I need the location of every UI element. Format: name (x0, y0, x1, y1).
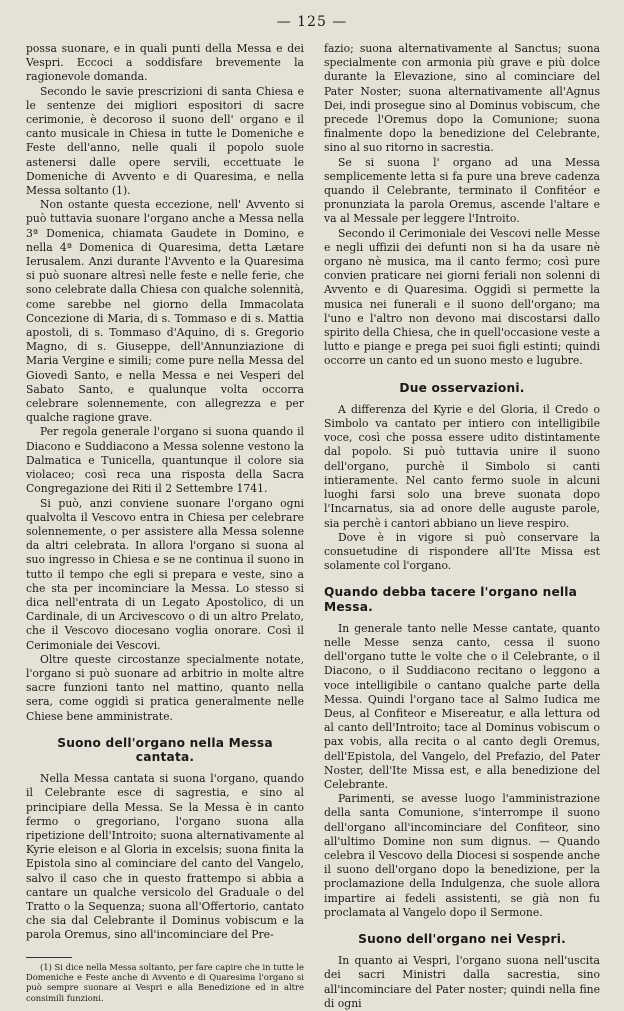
paragraph: Secondo le savie prescrizioni di santa Chiesa e le sentenze dei migliori espositori di sacre cerimonie, è decoroso il suono dell' organo e il canto musicale in Chiesa in tutte le Domeniche e Feste dell'anno, nelle quali il popolo suole astenersi dalle opere servili, eccettuate le Domeniche di Avvento e di Quaresima, e nella Messa soltanto (1). (26, 84, 304, 198)
section-heading: Due osservazioni. (399, 380, 525, 395)
paragraph: Se si suona l' organo ad una Messa semplicemente letta si fa pure una breve cadenza quando il Celebrante, terminato il Confitéor e pronunziata la parola Oremus, ascende l'altare e va al Messale per leggere l'Introito. (324, 155, 600, 226)
section-heading: Suono dell'organo nella Messa cantata. (57, 735, 273, 764)
paragraph: Parimenti, se avesse luogo l'amministrazione della santa Comunione, s'interrompe il suono dell'organo all'incominciare del Confiteor, sino all'ultimo Domine non sum dignus. — Quando celebra il Vescovo della Diocesi si sospende anche il suono dell'organo dopo la benedizione, per la proclamazione della Indulgenza, che suole allora impartire ai fedeli assistenti, se già non fu proclamata al Vangelo dopo il Sermone. (324, 792, 600, 919)
left-column (26, 42, 304, 1003)
footnote-divider (26, 957, 72, 958)
right-column (324, 42, 600, 1010)
paragraph: possa suonare, e in quali punti della Messa e dei Vespri. Eccoci a soddisfare brevemente la ragionevole domanda. (26, 42, 304, 84)
paragraph: In quanto ai Vespri, l'organo suona nell'uscita dei sacri Ministri dalla sacrestia, sino all'incominciare del Pater noster; quindi nella fine di ogni (324, 954, 600, 1010)
paragraph: Si può, anzi conviene suonare l'organo ogni qualvolta il Vescovo entra in Chiesa per celebrare solennemente, o per assistere alla Messa solenne da altri celebrata. In allora l'organo si suona al suo ingresso in Chiesa e se ne continua il suono in tutto il tempo che egli si prepara e veste, sino a che sta per incominciare la Messa. Lo stesso si dica nell'entrata di un Legato Apostolico, di un Cardinale, di un Arcivescovo o di un altro Prelato, che il Vescovo diocesano voglia onorare. Così il Cerimoniale dei Vescovi. (26, 496, 304, 652)
paragraph: Nella Messa cantata si suona l'organo, quando il Celebrante esce di sagrestia, e sino al principiare della Messa. Se la Messa è in canto fermo o gregoriano, l'organo suona alla ripetizione dell'Introito; suona alternativamente al Kyrie eleison e al Gloria in excelsis; suona finita la Epistola sino al cominciare del canto del Vangelo, salvo il caso che in questo frattempo si abbia a cantare un qualche versicolo del Graduale o del Tratto o la Sequenza; suona all'Offertorio, cantato che sia dal Celebrante il Dominus vobiscum e la parola Oremus, sino all'incominciare del Pre- (26, 772, 304, 942)
footnote: (1) Si dice nella Messa soltanto, per fare capire che in tutte le Domeniche e Feste anche di Avvento e di Quaresima l'organo si può sempre suonare ai Vespri e alla Benedizione ed in altre consimili funzioni. (26, 961, 304, 1003)
section-heading: Quando debba tacere l'organo nella Messa. (324, 585, 578, 614)
paragraph: Oltre queste circostanze specialmente notate, l'organo si può suonare ad arbitrio in molte altre sacre funzioni tanto nel mattino, quanto nella sera, come oggidì si pratica generalmente nelle Chiese bene amministrate. (26, 652, 304, 723)
paragraph: Non ostante questa eccezione, nell' Avvento si può tuttavia suonare l'organo anche a Messa nella 3ª Domenica, chiamata Gaudete in Domino, e nella 4ª Domenica di Quaresima, detta Lætare Ierusalem. Anzi durante l'Avvento e la Quaresima si può suonare altresì nelle feste e nelle ferie, che sono celebrate dalla Chiesa con qualche solennità, come sarebbe nel giorno della Immacolata Concezione di Maria, di s. Tommaso e di s. Mattia apostoli, di s. Tommaso d'Aquino, di s. Gregorio Magno, di s. Giuseppe, dell'Annunziazione di Maria Vergine e simili; come pure nella Messa del Giovedì Santo, e nella Messa e nei Vesperi del Sabato Santo, e qualunque volta occorra celebrare solennemente, con allegrezza e per qualche ragione grave. (26, 198, 304, 425)
section-heading: Suono dell'organo nei Vespri. (358, 931, 566, 946)
paragraph: A differenza del Kyrie e del Gloria, il Credo o Simbolo va cantato per intiero con intelligibile voce, così che possa essere udito distintamente dal popolo. Si può tuttavia unire il suono dell'organo, purchè il Simbolo si canti intieramente. Nel canto fermo suole in alcuni luoghi farsi solo una breve suonata dopo l'Incarnatus, sia ad onore delle auguste parole, sia perchè i cantori abbiano un lieve respiro. (324, 402, 600, 530)
paragraph: In generale tanto nelle Messe cantate, quanto nelle Messe senza canto, cessa il suono dell'organo tutte le volte che o il Celebrante, o il Diacono, o il Suddiacono recitano o leggono a voce intelligibile o cantano qualche parte della Messa. Quindi l'organo tace al Salmo Iudica me Deus, al Confiteor e Misereatur, e alla lettura od al canto dell'Introito; tace al Dominus vobiscum o pax vobis, alla recita o al canto degli Oremus, dell'Epistola, del Vangelo, del Prefazio, del Pater Noster, dell'Ite Missa est, e alla benedizione del Celebrante. (324, 621, 600, 791)
page-number: — 125 — (276, 14, 348, 30)
paragraph: fazio; suona alternativamente al Sanctus; suona specialmente con armonia più grave e più dolce durante la Elevazione, sino al cominciare del Pater Noster; suona alternativamente all'Agnus Dei, indi prosegue sino al Dominus vobiscum, che precede l'Oremus dopo la Comunione; suona finalmente dopo la benedizione del Celebrante, sino al suo ritorno in sacrestia. (324, 42, 600, 155)
paragraph: Dove è in vigore si può conservare la consuetudine di rispondere all'Ite Missa est solamente col l'organo. (324, 530, 600, 573)
paragraph: Secondo il Cerimoniale dei Vescovi nelle Messe e negli uffizii dei defunti non si ha da usare nè organo nè musica, ma il canto fermo; così pure convien praticare nei giorni feriali non solenni di Avvento e di Quaresima. Oggidì si permette la musica nei funerali e il suono dell'organo; ma l'uno e l'altro non devono mai discostarsi dallo spirito della Chiesa, che in quell'occasione veste a lutto e piange e prega pei suoi figli estinti; quindi occorre un canto ed un suono mesto e lugubre. (324, 226, 600, 368)
paragraph: Per regola generale l'organo si suona quando il Diacono e Suddiacono a Messa solenne vestono la Dalmatica e Tunicella, quantunque il colore sia violaceo; così reca una risposta della Sacra Congregazione dei Riti il 2 Settembre 1741. (26, 425, 304, 496)
